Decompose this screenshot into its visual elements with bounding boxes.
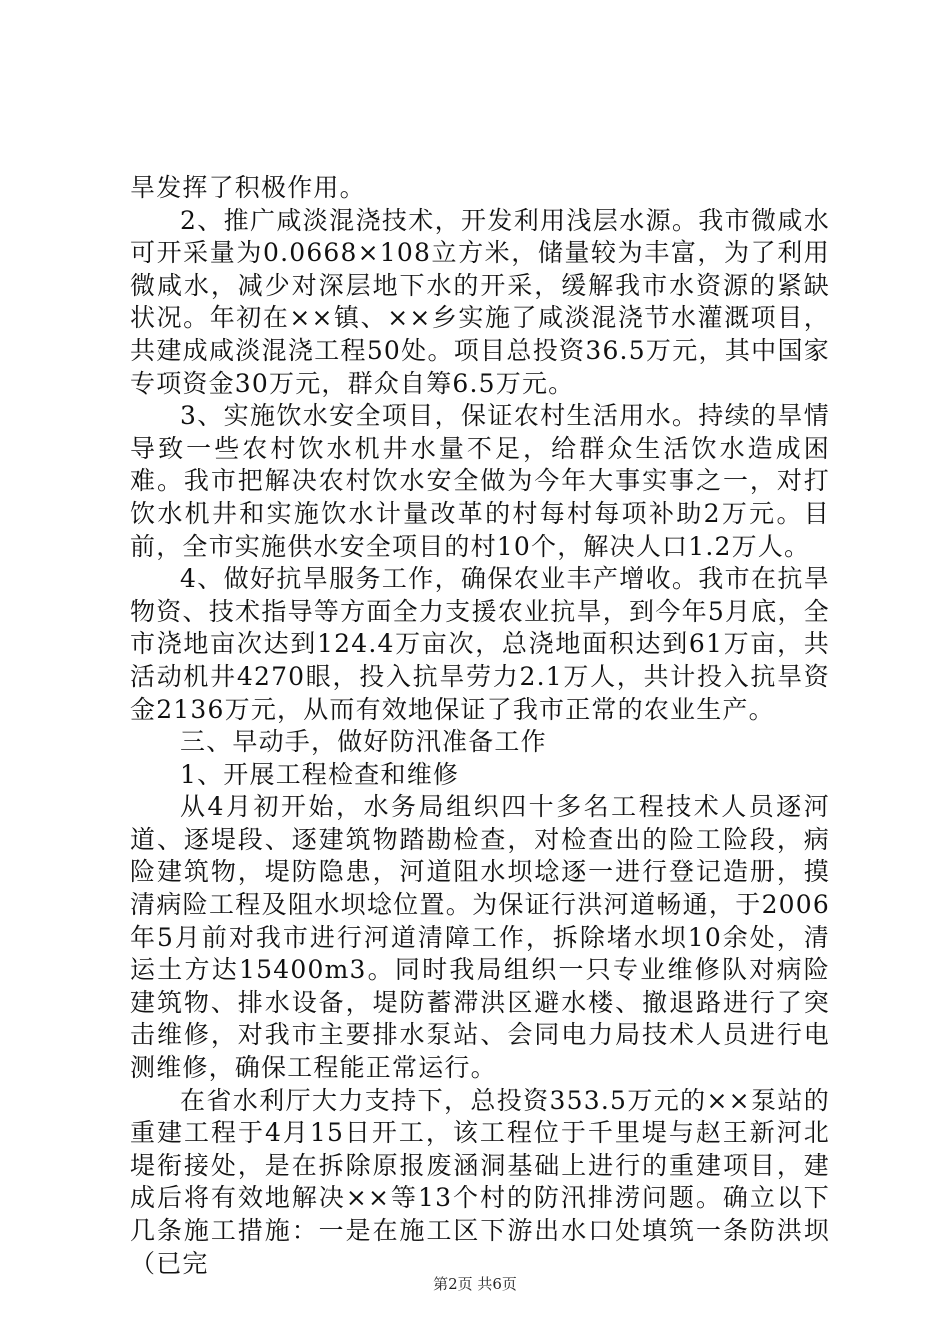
paragraph-pump-station: 在省水利厅大力支持下，总投资353.5万元的××泵站的重建工程于4月15日开工，该工程位于千里堤与赵王新河北堤衔接处，是在拆除原报废涵洞基础上进行的重建项目，建成后将有效地解决××等13个村的防汛排涝问题。确立以下几条施工措施：一是在施工区下游出水口处填筑一条防洪坝（已完 bbox=[130, 1085, 830, 1278]
document-body bbox=[130, 172, 830, 1280]
paragraph-inspection: 从4月初开始，水务局组织四十多名工程技术人员逐河道、逐堤段、逐建筑物踏勘检查，对检查出的险工险段，病险建筑物，堤防隐患，河道阻水坝埝逐一进行登记造册，摸清病险工程及阻水坝埝位置。为保证行洪河道畅通，于2006年5月前对我市进行河道清障工作，拆除堵水坝10余处，清运土方达15400m3。同时我局组织一只专业维修队对病险建筑物、排水设备，堤防蓄滞洪区避水楼、撤退路进行了突击维修，对我市主要排水泵站、会同电力局技术人员进行电测维修，确保工程能正常运行。 bbox=[130, 792, 830, 1083]
section-heading: 三、早动手，做好防汛准备工作 bbox=[180, 727, 547, 757]
paragraph-continuation: 旱发挥了积极作用。 bbox=[130, 173, 366, 202]
paragraph-item-4: 4、做好抗旱服务工作，确保农业丰产增收。我市在抗旱物资、技术指导等方面全力支援农业抗旱，到今年5月底，全市浇地亩次达到124.4万亩次，总浇地面积达到61万亩，共活动机井4270眼，投入抗旱劳力2.1万人，共计投入抗旱资金2136万元，从而有效地保证了我市正常的农业生产。 bbox=[130, 564, 830, 724]
paragraph-item-2: 2、推广咸淡混浇技术，开发利用浅层水源。我市微咸水可开采量为0.0668×108立方米，储量较为丰富，为了利用微咸水，减少对深层地下水的开采，缓解我市水资源的紧缺状况。年初在××镇、××乡实施了咸淡混浇节水灌溉项目，共建成咸淡混浇工程50处。项目总投资36.5万元，其中国家专项资金30万元，群众自筹6.5万元。 bbox=[130, 205, 830, 398]
page-footer: 第2页 共6页 bbox=[433, 1275, 517, 1293]
subsection-heading: 1、开展工程检查和维修 bbox=[180, 759, 460, 789]
paragraph-item-3: 3、实施饮水安全项目，保证农村生活用水。持续的旱情导致一些农村饮水机井水量不足，给群众生活饮水造成困难。我市把解决农村饮水安全做为今年大事实事之一，对打饮水机井和实施饮水计量改革的村每村每项补助2万元。目前，全市实施供水安全项目的村10个，解决人口1.2万人。 bbox=[130, 401, 830, 561]
